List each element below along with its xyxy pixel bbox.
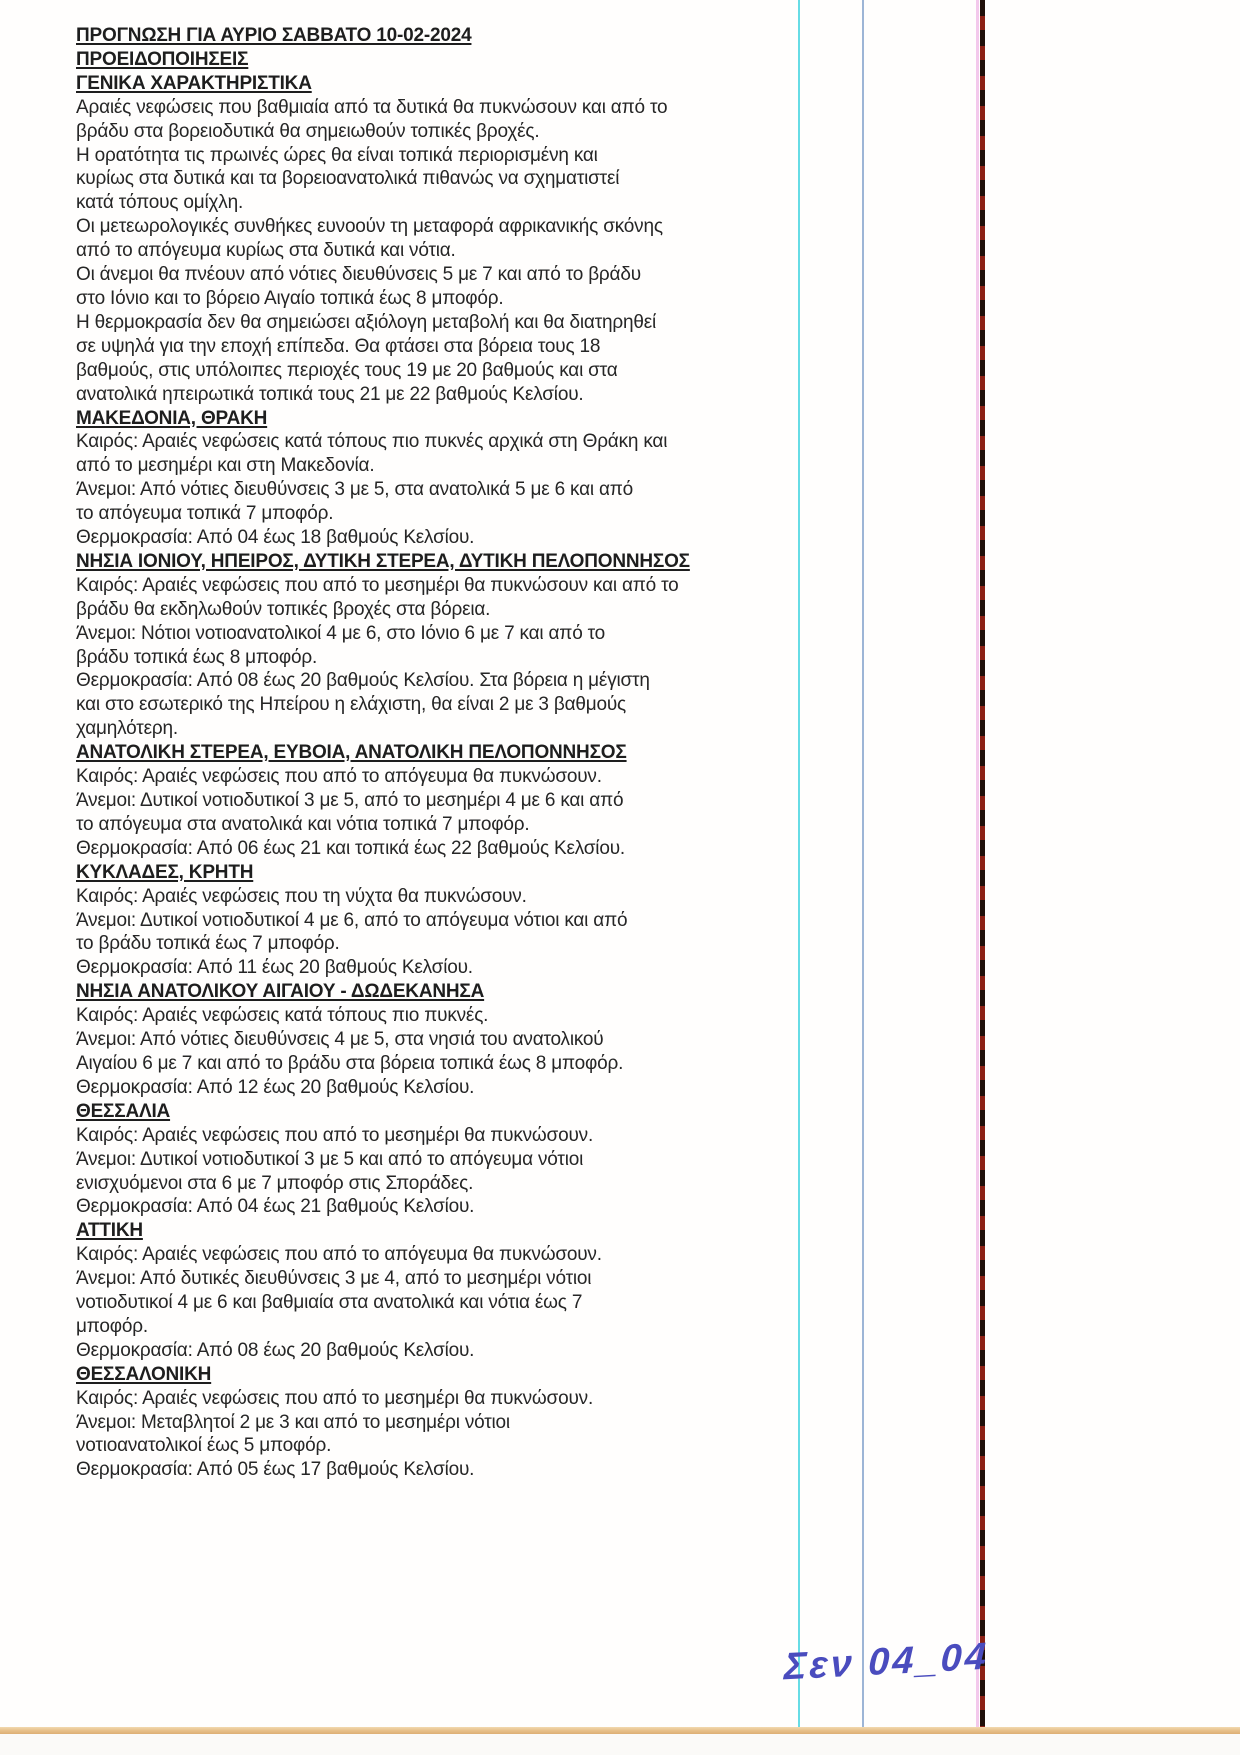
cyan-rule-line: [798, 0, 800, 1734]
text-line: Αιγαίου 6 με 7 και από το βράδυ στα βόρεια τοπικά έως 8 μποφόρ.: [76, 1052, 624, 1074]
text-line: Θερμοκρασία: Από 04 έως 21 βαθμούς Κελσίου.: [76, 1196, 475, 1218]
text-line: ανατολικά ηπειρωτικά τοπικά τους 21 με 22 βαθμούς Κελσίου.: [76, 383, 584, 405]
text-line: Καιρός: Αραιές νεφώσεις που από το απόγευμα θα πυκνώσουν.: [76, 1244, 602, 1266]
text-line: κυρίως στα δυτικά και τα βορειοανατολικά πιθανώς να σχηματιστεί: [76, 168, 620, 190]
text-line: Άνεμοι: Από νότιες διευθύνσεις 4 με 5, στα νησιά του ανατολικού: [76, 1029, 604, 1051]
text-line: βράδυ στα βορειοδυτικά θα σημειωθούν τοπικές βροχές.: [76, 120, 540, 142]
text-line: Καιρός: Αραιές νεφώσεις που τη νύχτα θα πυκνώσουν.: [76, 885, 527, 907]
section-heading: ΝΗΣΙΑ ΑΝΑΤΟΛΙΚΟΥ ΑΙΓΑΙΟΥ - ΔΩΔΕΚΑΝΗΣΑ: [76, 981, 485, 1003]
text-line: το απόγευμα στα ανατολικά και νότια τοπικά 7 μποφόρ.: [76, 813, 530, 835]
text-line: Οι άνεμοι θα πνέουν από νότιες διευθύνσεις 5 με 7 και από το βράδυ: [76, 264, 641, 286]
text-line: Καιρός: Αραιές νεφώσεις κατά τόπους πιο πυκνές.: [76, 1005, 489, 1027]
handwritten-note: Σεν 04_04: [783, 1635, 990, 1689]
blue-rule-line: [862, 0, 864, 1734]
section-heading: ΚΥΚΛΑΔΕΣ, ΚΡΗΤΗ: [76, 861, 254, 883]
text-line: Καιρός: Αραιές νεφώσεις που από το μεσημέρι θα πυκνώσουν.: [76, 1387, 594, 1409]
text-line: βαθμούς, στις υπόλοιπες περιοχές τους 19 με 20 βαθμούς και στα: [76, 359, 618, 381]
text-line: Άνεμοι: Από νότιες διευθύνσεις 3 με 5, στα ανατολικά 5 με 6 και από: [76, 479, 634, 501]
text-line: Οι μετεωρολογικές συνθήκες ευνοούν τη μεταφορά αφρικανικής σκόνης: [76, 216, 663, 238]
text-line: βράδυ τοπικά έως 8 μποφόρ.: [76, 646, 318, 668]
text-line: Θερμοκρασία: Από 11 έως 20 βαθμούς Κελσίου.: [76, 957, 473, 979]
text-line: Η ορατότητα τις πρωινές ώρες θα είναι τοπικά περιορισμένη και: [76, 144, 598, 166]
section-heading: ΑΝΑΤΟΛΙΚΗ ΣΤΕΡΕΑ, ΕΥΒΟΙΑ, ΑΝΑΤΟΛΙΚΗ ΠΕΛΟΠΟΝΝΗΣΟΣ: [76, 742, 627, 764]
scanner-background: [0, 1734, 1240, 1755]
text-line: Θερμοκρασία: Από 06 έως 21 και τοπικά έως 22 βαθμούς Κελσίου.: [76, 837, 625, 859]
text-line: Θερμοκρασία: Από 08 έως 20 βαθμούς Κελσίου. Στα βόρεια η μέγιστη: [76, 670, 650, 692]
text-line: Αραιές νεφώσεις που βαθμιαία από τα δυτικά θα πυκνώσουν και από το: [76, 96, 668, 118]
text-line: χαμηλότερη.: [76, 718, 178, 740]
section-heading: ΝΗΣΙΑ ΙΟΝΙΟΥ, ΗΠΕΙΡΟΣ, ΔΥΤΙΚΗ ΣΤΕΡΕΑ, ΔΥΤΙΚΗ ΠΕΛΟΠΟΝΝΗΣΟΣ: [76, 550, 690, 572]
paper-bottom-edge: [0, 1727, 1240, 1734]
section-heading: ΓΕΝΙΚΑ ΧΑΡΑΚΤΗΡΙΣΤΙΚΑ: [76, 72, 312, 94]
text-line: το βράδυ τοπικά έως 7 μποφόρ.: [76, 933, 340, 955]
forecast-sections: [76, 72, 781, 1482]
document-subtitle: ΠΡΟΕΙΔΟΠΟΙΗΣΕΙΣ: [76, 48, 249, 70]
text-line: μποφόρ.: [76, 1315, 148, 1337]
text-line: νοτιοδυτικοί 4 με 6 και βαθμιαία στα ανατολικά και νότια έως 7: [76, 1292, 583, 1314]
forecast-text: [76, 24, 781, 1482]
document-title: ΠΡΟΓΝΩΣΗ ΓΙΑ ΑΥΡΙΟ ΣΑΒΒΑΤΟ 10-02-2024: [76, 25, 472, 46]
text-line: Άνεμοι: Δυτικοί νοτιοδυτικοί 3 με 5 και από το απόγευμα νότιοι: [76, 1148, 584, 1170]
text-line: Καιρός: Αραιές νεφώσεις κατά τόπους πιο πυκνές αρχικά στη Θράκη και: [76, 431, 668, 453]
text-line: κατά τόπους ομίχλη.: [76, 192, 244, 214]
text-line: Άνεμοι: Δυτικοί νοτιοδυτικοί 4 με 6, από το απόγευμα νότιοι και από: [76, 909, 628, 931]
text-line: το απόγευμα τοπικά 7 μποφόρ.: [76, 503, 334, 525]
text-line: Άνεμοι: Μεταβλητοί 2 με 3 και από το μεσημέρι νότιοι: [76, 1411, 510, 1433]
text-line: βράδυ θα εκδηλωθούν τοπικές βροχές στα βόρεια.: [76, 598, 491, 620]
text-line: από το μεσημέρι και στη Μακεδονία.: [76, 455, 375, 477]
text-line: νοτιοανατολικοί έως 5 μποφόρ.: [76, 1435, 332, 1457]
text-line: από το απόγευμα κυρίως στα δυτικά και νότια.: [76, 240, 456, 262]
text-line: ενισχυόμενοι στα 6 με 7 μποφόρ στις Σποράδες.: [76, 1172, 474, 1194]
text-line: Άνεμοι: Δυτικοί νοτιοδυτικοί 3 με 5, από το μεσημέρι 4 με 6 και από: [76, 790, 624, 811]
text-line: και στο εσωτερικό της Ηπείρου η ελάχιστη, θα είναι 2 με 3 βαθμούς: [76, 694, 627, 716]
section-heading: ΘΕΣΣΑΛΟΝΙΚΗ: [76, 1363, 212, 1385]
red-edge-line: [980, 0, 985, 1734]
text-line: Θερμοκρασία: Από 04 έως 18 βαθμούς Κελσίου.: [76, 527, 475, 549]
text-line: Άνεμοι: Νότιοι νοτιοανατολικοί 4 με 6, στο Ιόνιο 6 με 7 και από το: [76, 622, 606, 644]
text-line: Καιρός: Αραιές νεφώσεις που από το απόγευμα θα πυκνώσουν.: [76, 766, 602, 788]
section-heading: ΑΤΤΙΚΗ: [76, 1220, 143, 1242]
text-line: Θερμοκρασία: Από 05 έως 17 βαθμούς Κελσίου.: [76, 1459, 475, 1481]
text-line: στο Ιόνιο και το βόρειο Αιγαίο τοπικά έως 8 μποφόρ.: [76, 287, 504, 309]
text-line: Καιρός: Αραιές νεφώσεις που από το μεσημέρι θα πυκνώσουν.: [76, 1124, 594, 1146]
text-line: σε υψηλά για την εποχή επίπεδα. Θα φτάσει στα βόρεια τους 18: [76, 335, 601, 357]
text-line: Θερμοκρασία: Από 08 έως 20 βαθμούς Κελσίου.: [76, 1339, 475, 1361]
text-line: Η θερμοκρασία δεν θα σημειώσει αξιόλογη μεταβολή και θα διατηρηθεί: [76, 311, 657, 333]
text-line: Άνεμοι: Από δυτικές διευθύνσεις 3 με 4, από το μεσημέρι νότιοι: [76, 1268, 592, 1290]
pink-rule-line: [976, 0, 979, 1734]
section-heading: ΜΑΚΕΔΟΝΙΑ, ΘΡΑΚΗ: [76, 407, 268, 429]
text-line: Καιρός: Αραιές νεφώσεις που από το μεσημέρι θα πυκνώσουν και από το: [76, 574, 679, 596]
text-line: Θερμοκρασία: Από 12 έως 20 βαθμούς Κελσίου.: [76, 1076, 475, 1098]
section-heading: ΘΕΣΣΑΛΙΑ: [76, 1100, 171, 1122]
